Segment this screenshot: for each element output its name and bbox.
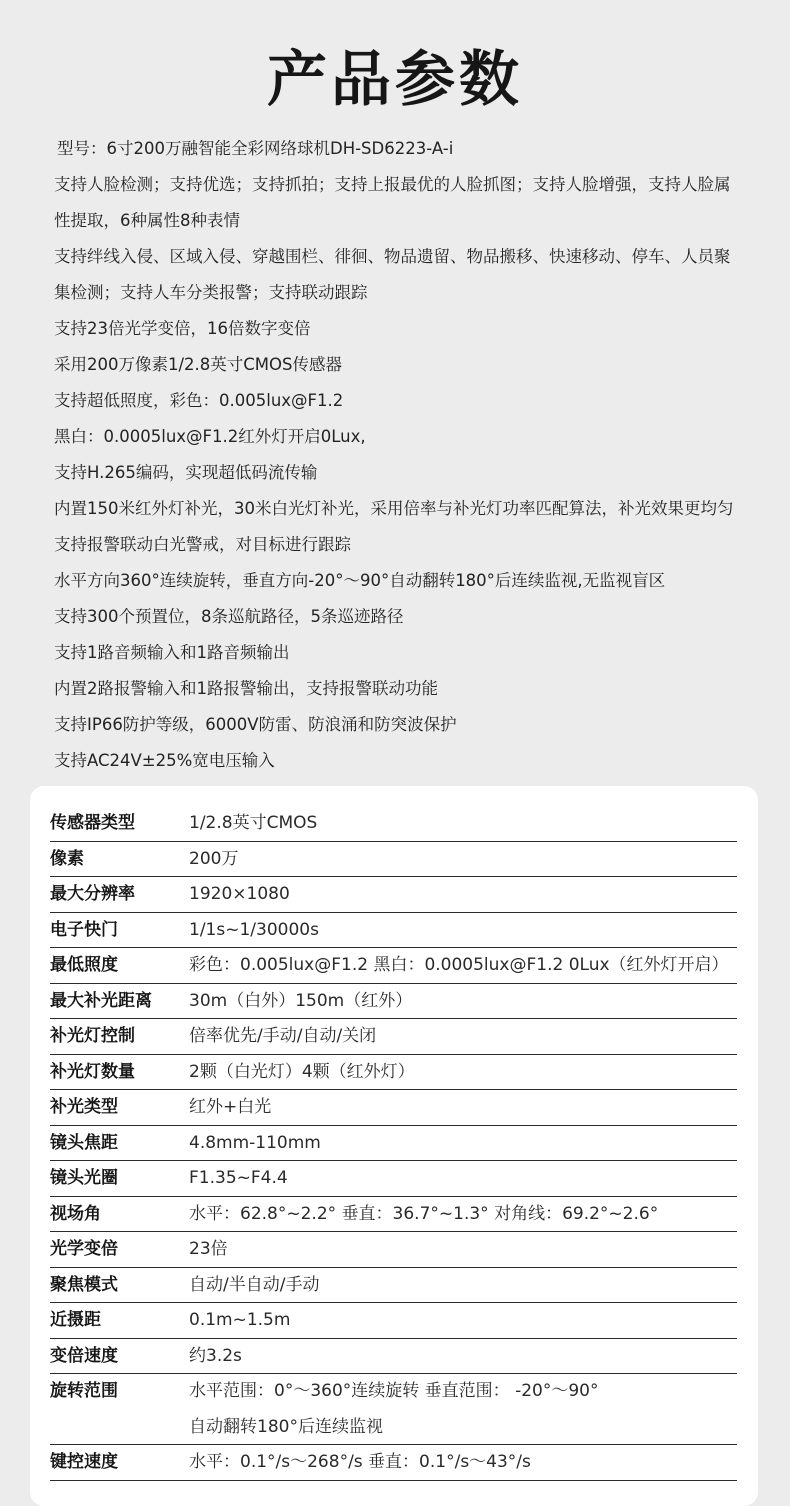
table-row — [50, 1445, 737, 1481]
table-row — [50, 1232, 737, 1268]
spec-value: F1.35~F4.4 — [189, 1161, 737, 1197]
table-row — [50, 1090, 737, 1126]
feature-line: 内置2路报警输入和1路报警输出，支持报警联动功能 — [54, 679, 438, 698]
spec-value: 30m（白外）150m（红外） — [189, 983, 737, 1019]
spec-value: 4.8mm-110mm — [189, 1125, 737, 1161]
spec-label: 电子快门 — [50, 912, 189, 948]
spec-label: 聚焦模式 — [50, 1267, 189, 1303]
spec-value: 约3.2s — [189, 1338, 737, 1374]
spec-value: 红外+白光 — [189, 1090, 737, 1126]
feature-line: 支持23倍光学变倍，16倍数字变倍 — [54, 319, 311, 338]
feature-line: 支持AC24V±25%宽电压输入 — [54, 751, 275, 770]
table-row — [50, 983, 737, 1019]
feature-line: 水平方向360°连续旋转，垂直方向-20°～90°自动翻转180°后连续监视,无监视盲区 — [54, 571, 666, 590]
spec-label: 键控速度 — [50, 1445, 189, 1481]
spec-value: 23倍 — [189, 1232, 737, 1268]
spec-label: 镜头焦距 — [50, 1125, 189, 1161]
spec-value: 1920×1080 — [189, 877, 737, 913]
table-row — [50, 948, 737, 984]
feature-line: 黑白：0.0005lux@F1.2红外灯开启0Lux, — [54, 427, 366, 446]
spec-value: 2颗（白光灯）4颗（红外灯） — [189, 1054, 737, 1090]
spec-card — [30, 786, 758, 1506]
feature-line: 型号：6寸200万融智能全彩网络球机DH-SD6223-A-i — [57, 139, 454, 158]
spec-label: 旋转范围 — [50, 1374, 189, 1445]
table-row — [50, 1374, 737, 1445]
spec-label: 近摄距 — [50, 1303, 189, 1339]
feature-line: 性提取，6种属性8种表情 — [54, 211, 240, 230]
spec-label: 变倍速度 — [50, 1338, 189, 1374]
table-row — [50, 912, 737, 948]
table-row — [50, 1161, 737, 1197]
feature-line: 集检测；支持人车分类报警；支持联动跟踪 — [54, 283, 368, 302]
spec-label: 最大分辨率 — [50, 877, 189, 913]
spec-label: 补光类型 — [50, 1090, 189, 1126]
table-row — [50, 1338, 737, 1374]
spec-value: 1/1s~1/30000s — [189, 912, 737, 948]
spec-label: 传感器类型 — [50, 806, 189, 841]
spec-value: 0.1m~1.5m — [189, 1303, 737, 1339]
spec-value: 1/2.8英寸CMOS — [189, 806, 737, 841]
spec-label: 最低照度 — [50, 948, 189, 984]
feature-line: 采用200万像素1/2.8英寸CMOS传感器 — [54, 355, 343, 374]
table-row — [50, 1196, 737, 1232]
feature-line: 支持人脸检测；支持优选；支持抓拍；支持上报最优的人脸抓图；支持人脸增强，支持人脸属 — [54, 175, 731, 194]
spec-label: 视场角 — [50, 1196, 189, 1232]
feature-line: 支持IP66防护等级，6000V防雷、防浪涌和防突波保护 — [54, 715, 457, 734]
feature-list — [54, 131, 766, 779]
feature-line: 支持1路音频输入和1路音频输出 — [54, 643, 290, 662]
spec-value: 水平：0.1°/s～268°/s 垂直：0.1°/s～43°/s — [189, 1445, 737, 1481]
spec-value-continued: 自动翻转180°后连续监视 — [189, 1417, 383, 1437]
table-row — [50, 1267, 737, 1303]
spec-label: 像素 — [50, 841, 189, 877]
spec-value: 水平：62.8°~2.2° 垂直：36.7°~1.3° 对角线：69.2°~2.6° — [189, 1196, 737, 1232]
spec-label: 最大补光距离 — [50, 983, 189, 1019]
spec-label: 光学变倍 — [50, 1232, 189, 1268]
spec-value: 水平范围：0°～360°连续旋转 垂直范围： -20°～90° — [189, 1381, 599, 1401]
spec-label: 补光灯控制 — [50, 1019, 189, 1055]
feature-line: 支持H.265编码，实现超低码流传输 — [54, 463, 318, 482]
feature-line: 支持超低照度，彩色：0.005lux@F1.2 — [54, 391, 344, 410]
table-row — [50, 806, 737, 841]
table-row — [50, 1054, 737, 1090]
feature-line: 支持绊线入侵、区域入侵、穿越围栏、徘徊、物品遗留、物品搬移、快速移动、停车、人员聚 — [54, 247, 731, 266]
feature-line: 内置150米红外灯补光，30米白光灯补光，采用倍率与补光灯功率匹配算法，补光效果更均匀 — [54, 499, 734, 518]
table-row — [50, 1303, 737, 1339]
page-title: 产品参数 — [267, 45, 523, 115]
spec-table — [50, 806, 737, 1481]
spec-value-cell — [189, 1374, 737, 1445]
spec-label: 镜头光圈 — [50, 1161, 189, 1197]
table-row — [50, 1125, 737, 1161]
table-row — [50, 1019, 737, 1055]
spec-value: 彩色：0.005lux@F1.2 黑白：0.0005lux@F1.2 0Lux（红外灯开启） — [189, 948, 737, 984]
table-row — [50, 877, 737, 913]
feature-line: 支持报警联动白光警戒，对目标进行跟踪 — [54, 535, 351, 554]
spec-value: 倍率优先/手动/自动/关闭 — [189, 1019, 737, 1055]
feature-line: 支持300个预置位，8条巡航路径，5条巡迹路径 — [54, 607, 404, 626]
spec-value: 自动/半自动/手动 — [189, 1267, 737, 1303]
spec-label: 补光灯数量 — [50, 1054, 189, 1090]
spec-value: 200万 — [189, 841, 737, 877]
table-row — [50, 841, 737, 877]
